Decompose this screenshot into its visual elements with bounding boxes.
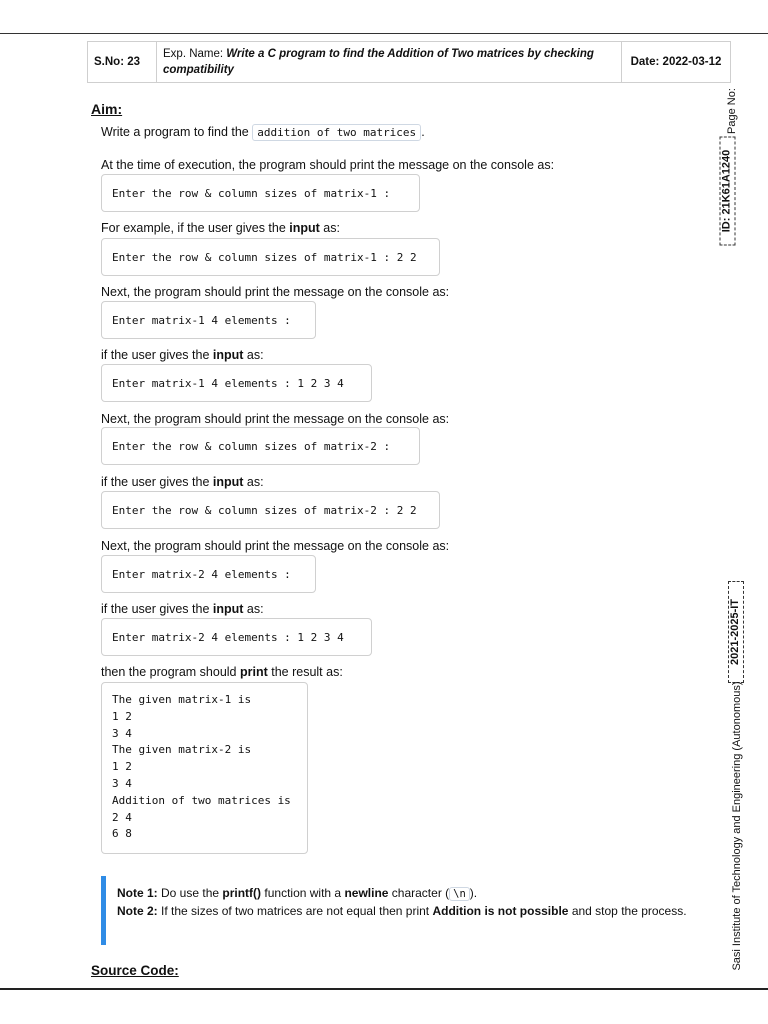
aim-intro-code: addition of two matrices [252, 124, 421, 141]
step-6-prefix: if the user gives the [101, 475, 213, 489]
output-line: Addition of two matrices is [112, 793, 291, 807]
step-3-code: Enter matrix-1 4 elements : [101, 301, 316, 339]
bottom-rule [0, 988, 768, 990]
exp-name-prefix: Exp. Name: [163, 48, 227, 60]
step-1-code: Enter the row & column sizes of matrix-1 : [101, 174, 420, 212]
output-line: 3 4 [112, 726, 132, 740]
step-4-bold: input [212, 348, 244, 362]
student-id-label: ID: 21K61A1240 [720, 137, 736, 246]
batch-label: 2021-2025-IT [728, 581, 744, 683]
aim-intro-prefix: Write a program to find the [101, 125, 253, 139]
step-6-suffix: as: [243, 475, 264, 489]
output-line: 1 2 [112, 760, 132, 774]
note-2-label: Note 2: [117, 904, 158, 918]
experiment-date: Date: 2022-03-12 [622, 42, 731, 83]
note-1-text-c: function with a [261, 886, 345, 900]
note-2-text-c: and stop the process. [568, 904, 687, 918]
step-9-suffix: the result as: [267, 665, 343, 679]
step-2-text [101, 220, 340, 236]
page-no-label: Page No: [726, 88, 738, 134]
note-1 [117, 885, 691, 903]
aim-heading: Aim: [91, 101, 123, 117]
step-6-code: Enter the row & column sizes of matrix-2 : 2 2 [101, 491, 440, 529]
note-1-text-f: ). [469, 886, 478, 900]
step-5-text: Next, the program should print the message on the console as: [101, 412, 450, 426]
output-line: The given matrix-1 is [112, 693, 252, 706]
step-6-bold: input [212, 475, 244, 489]
note-1-text-a: Do use the [157, 886, 223, 900]
output-line: 3 4 [112, 776, 132, 790]
note-1-printf: printf() [222, 886, 262, 900]
note-2 [117, 903, 691, 920]
output-line: 6 8 [112, 827, 132, 841]
top-rule [0, 33, 768, 34]
step-2-bold: input [289, 221, 320, 235]
output-line: 1 2 [112, 709, 132, 723]
note-2-emphasis: Addition is not possible [432, 904, 569, 918]
output-line: The given matrix-2 is [112, 743, 252, 757]
step-4-suffix: as: [243, 348, 264, 362]
note-1-label: Note 1: [117, 886, 158, 900]
experiment-name [157, 42, 622, 83]
aim-intro [101, 124, 425, 141]
output-line: 2 4 [112, 810, 132, 824]
note-1-text-e: character ( [388, 886, 450, 900]
step-8-text [101, 601, 264, 617]
note-callout [101, 876, 691, 945]
step-2-prefix: For example, if the user gives the [101, 221, 290, 235]
step-6-text [101, 474, 264, 490]
step-9-text [101, 664, 343, 680]
step-8-suffix: as: [243, 602, 264, 616]
note-1-newline-code: \n [449, 887, 470, 901]
step-4-code: Enter matrix-1 4 elements : 1 2 3 4 [101, 364, 372, 402]
step-1-text: At the time of execution, the program should print the message on the console as: [101, 158, 555, 172]
step-7-text: Next, the program should print the message on the console as: [101, 539, 450, 553]
step-8-code: Enter matrix-2 4 elements : 1 2 3 4 [101, 618, 372, 656]
expected-output-block [101, 682, 308, 854]
exp-name-title: Write a C program to find the Addition of Two matrices by checking compatibility [163, 48, 594, 76]
step-8-bold: input [212, 602, 244, 616]
step-9-prefix: then the program should [101, 665, 240, 679]
step-3-text: Next, the program should print the message on the console as: [101, 285, 450, 299]
source-code-heading: Source Code: [91, 963, 179, 978]
note-1-newline: newline [344, 886, 389, 900]
experiment-header-table [87, 41, 731, 83]
step-7-code: Enter matrix-2 4 elements : [101, 555, 316, 593]
step-2-suffix: as: [319, 221, 340, 235]
step-2-code: Enter the row & column sizes of matrix-1 : 2 2 [101, 238, 440, 276]
serial-number: S.No: 23 [88, 42, 157, 83]
step-4-prefix: if the user gives the [101, 348, 213, 362]
note-2-text-a: If the sizes of two matrices are not equal then print [157, 904, 433, 918]
aim-intro-suffix: . [421, 125, 425, 139]
step-8-prefix: if the user gives the [101, 602, 213, 616]
step-5-code: Enter the row & column sizes of matrix-2 : [101, 427, 420, 465]
step-9-bold: print [239, 665, 268, 679]
step-4-text [101, 347, 264, 363]
institute-label: Sasi Institute of Technology and Engineering (Autonomous) [731, 681, 743, 971]
